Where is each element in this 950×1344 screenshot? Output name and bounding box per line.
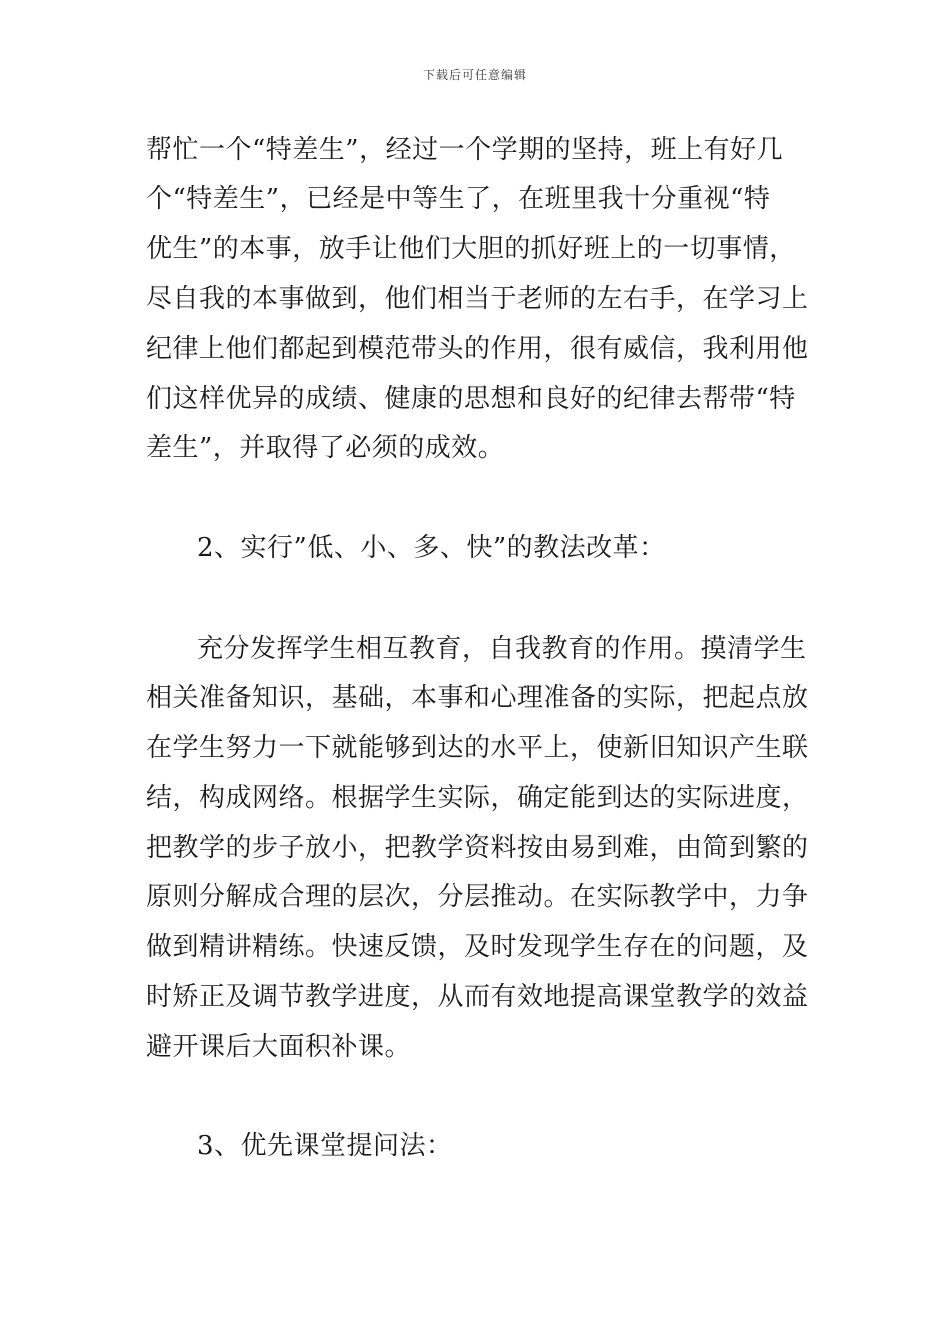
text-line: 把教学的步子放小，把教学资料按由易到难，由简到繁的: [146, 833, 809, 863]
header-note: 下载后可任意编辑: [422, 68, 527, 82]
text-line: 差生”，并取得了必须的成效。: [146, 433, 505, 463]
text-line: 原则分解成合理的层次，分层推动。在实际教学中，力争: [146, 882, 809, 912]
text-line: 做到精讲精练。快速反馈，及时发现学生存在的问题，及: [146, 932, 809, 962]
text-line: 个“特差生”，已经是中等生了，在班里我十分重视“特: [146, 184, 771, 214]
text-line: 充分发挥学生相互教育，自我教育的作用。摸清学生: [197, 634, 807, 664]
text-line: 相关准备知识，基础，本事和心理准备的实际，把起点放: [146, 683, 809, 713]
section-heading-3: 3、优先课堂提问法：: [197, 1131, 453, 1161]
text-line: 结，构成网络。根据学生实际，确定能到达的实际进度，: [146, 783, 809, 813]
text-line: 在学生努力一下就能够到达的水平上，使新旧知识产生联: [146, 733, 809, 763]
section-heading-2: 2、实行”低、小、多、快”的教法改革：: [197, 533, 666, 563]
text-line: 优生”的本事，放手让他们大胆的抓好班上的一切事情，: [146, 234, 796, 264]
text-line: 避开课后大面积补课。: [146, 1032, 412, 1062]
text-line: 时矫正及调节教学进度，从而有效地提高课堂教学的效益: [146, 982, 809, 1012]
text-line: 纪律上他们都起到模范带头的作用，很有威信，我利用他: [146, 334, 809, 364]
text-line: 们这样优异的成绩、健康的思想和良好的纪律去帮带“特: [146, 384, 796, 414]
text-line: 帮忙一个“特差生”，经过一个学期的坚持，班上有好几: [146, 135, 784, 165]
text-line: 尽自我的本事做到，他们相当于老师的左右手，在学习上: [146, 284, 809, 314]
